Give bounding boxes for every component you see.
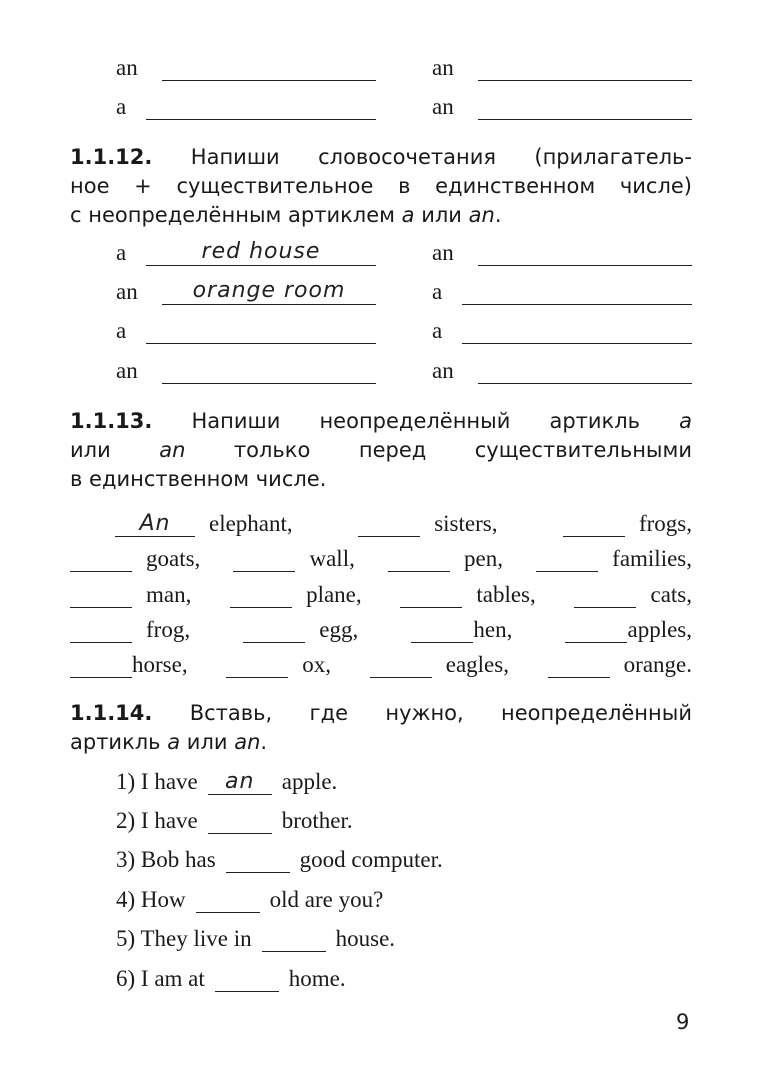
answer-blank[interactable]: [146, 317, 376, 344]
exercise-number: 1.1.12.: [70, 145, 153, 169]
answer-blank[interactable]: [565, 618, 627, 643]
word-item: [574, 582, 692, 608]
word-item: [70, 546, 200, 572]
sentence: [116, 922, 395, 952]
punctuation: .: [494, 203, 502, 227]
word-item: [115, 511, 293, 537]
answer-blank[interactable]: [196, 888, 260, 913]
answer-blank[interactable]: [370, 653, 432, 678]
word-row: [70, 648, 692, 678]
answer-blank[interactable]: [208, 809, 272, 834]
answer-row: [116, 93, 694, 123]
article-label: a: [432, 318, 443, 343]
word-item: [226, 652, 331, 678]
article-label: an: [432, 240, 454, 265]
answer-blank[interactable]: [70, 653, 132, 678]
noun-word: horse,: [132, 652, 188, 677]
answer-blank[interactable]: [233, 547, 295, 572]
answer-blank[interactable]: [478, 357, 692, 384]
article-pair: [116, 317, 376, 344]
word-row: [70, 542, 692, 572]
instruction-text: или: [414, 203, 469, 227]
exercise-1-1-14-instructions: [70, 699, 692, 757]
article-label: an: [116, 358, 138, 383]
noun-word: goats,: [146, 546, 201, 571]
sentence-start: 4) How: [116, 887, 186, 912]
sentence-start: 6) I am at: [116, 966, 205, 991]
article-pair: [116, 239, 376, 266]
article-pair: [116, 93, 376, 120]
article-label: a: [116, 94, 127, 119]
noun-word: tables,: [476, 582, 536, 607]
article-pair: [432, 54, 692, 81]
instruction-text: Напиши словосочетания (прилагатель-: [190, 145, 692, 169]
article-a: a: [401, 203, 415, 227]
article-pair: [432, 278, 692, 305]
noun-word: man,: [146, 582, 192, 607]
answer-blank[interactable]: [226, 848, 290, 873]
noun-word: frogs,: [638, 511, 692, 536]
answer-blank[interactable]: orange room: [162, 278, 376, 305]
instruction-text: или: [180, 730, 235, 754]
word-item: [411, 617, 512, 643]
answer-row: [116, 278, 694, 308]
noun-word: eagles,: [445, 652, 509, 677]
noun-word: wall,: [309, 546, 355, 571]
answer-blank[interactable]: [400, 583, 462, 608]
answer-row: [116, 357, 694, 387]
noun-word: frog,: [146, 617, 191, 642]
noun-word: elephant,: [209, 511, 293, 536]
article-pair: [432, 357, 692, 384]
word-item: [400, 582, 535, 608]
word-item: [370, 652, 509, 678]
answer-blank[interactable]: red house: [146, 239, 376, 266]
article-an: an: [468, 203, 495, 227]
answer-blank[interactable]: [462, 317, 692, 344]
sentence: [116, 765, 337, 795]
punctuation: .: [260, 730, 268, 754]
article-label: a: [432, 279, 443, 304]
article-a: a: [679, 409, 692, 433]
article-label: an: [116, 279, 138, 304]
word-item: [233, 546, 354, 572]
word-item: [536, 546, 692, 572]
word-item: [70, 617, 190, 643]
answer-blank[interactable]: [70, 618, 132, 643]
sentence-end: old are you?: [269, 887, 384, 912]
exercise-1-1-12-instructions: [70, 143, 692, 230]
answer-row: [116, 239, 694, 269]
word-row: [115, 507, 692, 537]
answer-blank[interactable]: [536, 547, 598, 572]
noun-word: ox,: [302, 652, 332, 677]
answer-blank[interactable]: [162, 357, 376, 384]
instruction-text: только перед существительными: [185, 438, 692, 462]
sentence: [116, 962, 346, 992]
exercise-number: 1.1.14.: [70, 701, 153, 725]
sentence-start: 5) They live in: [116, 926, 252, 951]
word-item: [70, 652, 188, 678]
noun-word: pen,: [464, 546, 503, 571]
answer-blank[interactable]: [262, 927, 326, 952]
sentence-start: 3) Bob has: [116, 847, 216, 872]
article-pair: [116, 278, 376, 305]
word-item: [243, 617, 358, 643]
article-label: a: [116, 318, 127, 343]
answer-blank[interactable]: [358, 512, 420, 537]
noun-word: apples,: [627, 617, 692, 642]
article-pair: [432, 317, 692, 344]
noun-word: hen,: [473, 617, 513, 642]
article-label: a: [116, 240, 127, 265]
instruction-text: с неопределённым артиклем: [70, 203, 402, 227]
sentence-end: home.: [288, 966, 346, 991]
sentence-end: good computer.: [299, 847, 443, 872]
article-an: an: [159, 438, 186, 462]
answer-row: [116, 317, 694, 347]
noun-word: sisters,: [434, 511, 498, 536]
sentence-end: house.: [335, 926, 396, 951]
answer-blank[interactable]: [70, 547, 132, 572]
article-an: an: [234, 730, 261, 754]
article-pair: [116, 54, 376, 81]
article-pair: [432, 93, 692, 120]
answer-blank[interactable]: [548, 653, 610, 678]
word-row: [70, 613, 692, 643]
article-pair: [432, 239, 692, 266]
exercise-1-1-13-instructions: [70, 407, 692, 494]
answer-blank[interactable]: [243, 618, 305, 643]
article-label: an: [116, 55, 138, 80]
word-item: [358, 511, 497, 537]
noun-word: orange.: [623, 652, 692, 677]
answer-blank[interactable]: [70, 583, 132, 608]
noun-word: egg,: [319, 617, 359, 642]
answer-blank[interactable]: [478, 239, 692, 266]
answer-blank[interactable]: [215, 967, 279, 992]
word-item: [565, 617, 692, 643]
answer-blank[interactable]: [478, 93, 692, 120]
answer-blank[interactable]: [388, 547, 450, 572]
word-item: [230, 582, 362, 608]
instruction-text: Вставь, где нужно, неопределённый: [189, 701, 692, 725]
word-item: [388, 546, 503, 572]
answer-blank[interactable]: [411, 618, 473, 643]
answer-blank[interactable]: [230, 583, 292, 608]
page-number: 9: [676, 1010, 690, 1034]
article-label: an: [432, 55, 454, 80]
exercise-number: 1.1.13.: [70, 409, 153, 433]
instruction-text: или: [70, 438, 160, 462]
word-item: [563, 511, 692, 537]
word-item: [70, 582, 191, 608]
instruction-text: ное + существительное в единственном числе): [70, 174, 692, 198]
answer-blank[interactable]: [574, 583, 636, 608]
answer-blank[interactable]: [563, 512, 625, 537]
article-label: an: [432, 94, 454, 119]
answer-blank[interactable]: an: [208, 770, 272, 795]
word-row: [70, 578, 692, 608]
sentence-end: brother.: [281, 808, 353, 833]
instruction-text: в единственном числе.: [70, 467, 327, 491]
noun-word: families,: [612, 546, 692, 571]
answer-blank[interactable]: [478, 54, 692, 81]
article-label: an: [432, 358, 454, 383]
sentence-start: 1) I have: [116, 769, 198, 794]
instruction-text: Напиши неопределённый артикль: [191, 409, 680, 433]
sentence: [116, 804, 353, 834]
sentence: [116, 883, 383, 913]
answer-blank[interactable]: [226, 653, 288, 678]
article-a: a: [167, 730, 181, 754]
answer-blank[interactable]: [162, 54, 376, 81]
sentence-end: apple.: [281, 769, 338, 794]
article-pair: [116, 357, 376, 384]
noun-word: cats,: [650, 582, 692, 607]
answer-blank[interactable]: An: [115, 512, 195, 537]
sentence-start: 2) I have: [116, 808, 198, 833]
answer-blank[interactable]: [146, 93, 376, 120]
answer-blank[interactable]: [462, 278, 692, 305]
word-item: [548, 652, 692, 678]
instruction-text: артикль: [70, 730, 168, 754]
sentence: [116, 843, 443, 873]
answer-row: [116, 54, 694, 84]
noun-word: plane,: [306, 582, 362, 607]
